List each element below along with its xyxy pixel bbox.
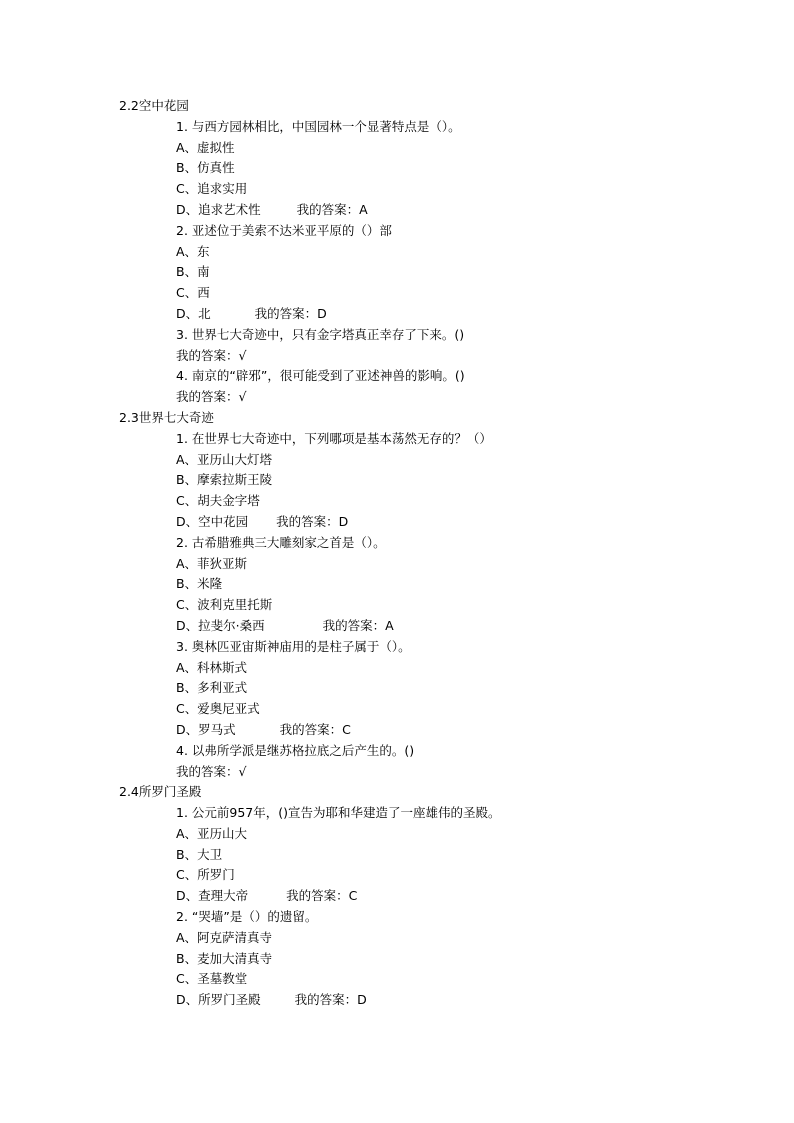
my-answer: 我的答案：A: [296, 201, 368, 217]
question-stem: 4. 南京的“辟邪”，很可能受到了亚述神兽的影响。(): [176, 368, 465, 384]
option-text: B、南: [176, 264, 210, 280]
option-text: B、米隆: [176, 576, 223, 592]
option-text: D、查理大帝: [176, 888, 249, 904]
my-answer: 我的答案：A: [322, 617, 394, 633]
my-answer: 我的答案：D: [276, 513, 349, 529]
option-line: [0, 886, 794, 907]
option-text: D、所罗门圣殿: [176, 992, 261, 1008]
option-text: C、所罗门: [176, 867, 235, 883]
option-text: C、胡夫金字塔: [176, 493, 260, 509]
option-line: [0, 865, 794, 886]
option-line: [0, 470, 794, 491]
option-text: B、仿真性: [176, 160, 235, 176]
question-stem: 1. 公元前957年，()宣告为耶和华建造了一座雄伟的圣殿。: [176, 805, 501, 821]
option-text: A、东: [176, 243, 210, 259]
my-answer: 我的答案：√: [176, 389, 247, 405]
question-stem: 2. 古希腊雅典三大雕刻家之首是（）。: [176, 534, 386, 550]
my-answer: 我的答案：C: [286, 888, 358, 904]
option-line: [0, 304, 794, 325]
option-text: D、空中花园: [176, 513, 249, 529]
my-answer: 我的答案：D: [254, 305, 327, 321]
question-stem: 3. 世界七大奇迹中，只有金字塔真正幸存了下来。(): [176, 326, 465, 342]
option-line: [0, 969, 794, 990]
option-text: C、西: [176, 285, 210, 301]
option-line: [0, 824, 794, 845]
option-text: D、拉斐尔·桑西: [176, 617, 265, 633]
option-line: [0, 949, 794, 970]
option-line: [0, 845, 794, 866]
option-text: A、阿克萨清真寺: [176, 929, 273, 945]
option-line: [0, 678, 794, 699]
option-text: B、大卫: [176, 846, 223, 862]
option-text: A、亚历山大灯塔: [176, 451, 273, 467]
option-line: [0, 242, 794, 263]
question-stem: 3. 奥林匹亚宙斯神庙用的是柱子属于（）。: [176, 638, 411, 654]
question-stem: 1. 与西方园林相比，中国园林一个显著特点是（）。: [176, 118, 461, 134]
option-text: C、追求实用: [176, 181, 248, 197]
option-text: D、罗马式: [176, 721, 236, 737]
my-answer: 我的答案：C: [279, 721, 351, 737]
option-line: [0, 595, 794, 616]
option-line: [0, 699, 794, 720]
option-text: B、摩索拉斯王陵: [176, 472, 273, 488]
option-text: B、麦加大清真寺: [176, 950, 273, 966]
question-stem: 2. “哭墙”是（）的遗留。: [176, 909, 318, 925]
option-line: [0, 616, 794, 637]
option-text: A、菲狄亚斯: [176, 555, 248, 571]
option-line: [0, 574, 794, 595]
option-line: [0, 990, 794, 1011]
option-line: [0, 179, 794, 200]
option-line: [0, 138, 794, 159]
option-text: D、追求艺术性: [176, 201, 261, 217]
option-line: [0, 928, 794, 949]
option-line: [0, 450, 794, 471]
option-line: [0, 158, 794, 179]
question-stem: 1. 在世界七大奇迹中，下列哪项是基本荡然无存的？（）: [176, 430, 492, 446]
section-title: 2.2空中花园: [119, 98, 189, 113]
my-answer: 我的答案：√: [176, 347, 247, 363]
option-text: A、科林斯式: [176, 659, 248, 675]
option-line: [0, 554, 794, 575]
option-text: A、亚历山大: [176, 825, 248, 841]
option-line: [0, 262, 794, 283]
option-text: C、圣墓教堂: [176, 971, 248, 987]
section-title: 2.4所罗门圣殿: [119, 784, 202, 800]
option-text: C、爱奥尼亚式: [176, 701, 260, 717]
option-line: [0, 512, 794, 533]
document-page: [0, 96, 794, 1011]
option-line: [0, 720, 794, 741]
option-text: B、多利亚式: [176, 680, 248, 696]
section-title: 2.3世界七大奇迹: [119, 409, 214, 425]
option-line: [0, 491, 794, 512]
option-text: D、北: [176, 305, 211, 321]
option-line: [0, 200, 794, 221]
question-stem: 2. 亚述位于美索不达米亚平原的（）部: [176, 222, 392, 238]
my-answer: 我的答案：√: [176, 763, 247, 779]
option-text: C、波利克里托斯: [176, 597, 273, 613]
option-text: A、虚拟性: [176, 139, 235, 155]
option-line: [0, 283, 794, 304]
question-stem: 4. 以弗所学派是继苏格拉底之后产生的。(): [176, 742, 415, 758]
option-line: [0, 658, 794, 679]
my-answer: 我的答案：D: [294, 992, 367, 1008]
